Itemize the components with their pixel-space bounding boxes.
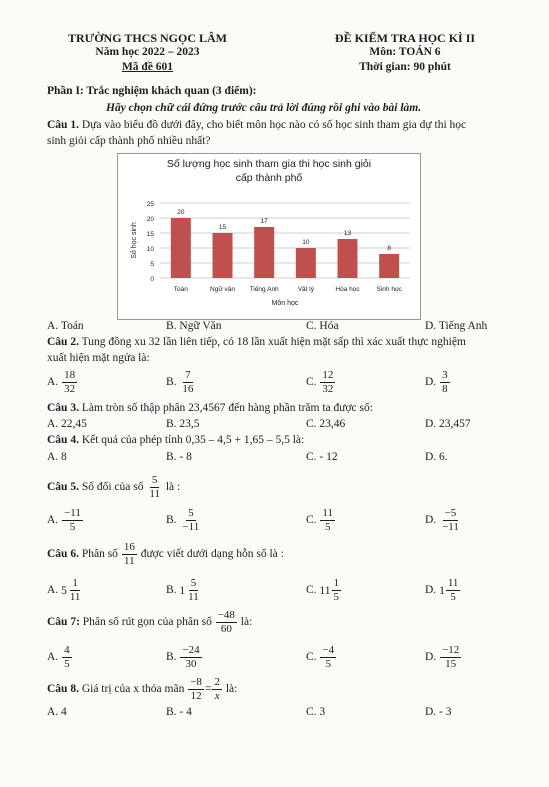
bar <box>338 239 358 278</box>
numerator: 11 <box>447 577 459 589</box>
q2-line1 <box>47 336 466 348</box>
q1-option-b: B. Ngữ Văn <box>166 320 222 332</box>
q6-option-a-letter: A. <box>47 584 59 597</box>
q7-option-a <box>47 645 73 670</box>
x-tick-label: Sinh học <box>376 286 402 293</box>
q6-option-b <box>166 578 202 603</box>
q5-option-a-letter: A. <box>47 514 59 527</box>
denominator: 32 <box>64 383 76 395</box>
y-axis-title: Số học sinh <box>131 222 138 259</box>
exam-code: Mã đề 601 <box>121 61 174 73</box>
whole-part: 5 <box>61 584 67 597</box>
bar <box>254 227 274 278</box>
bar <box>213 233 233 278</box>
y-tick-label: 25 <box>146 201 154 208</box>
data-label: 17 <box>260 218 268 225</box>
denominator: 5 <box>325 658 332 670</box>
q3-label: Câu 3. <box>47 402 79 414</box>
q6-option-d <box>425 578 461 603</box>
q7-text-after: là: <box>240 616 253 629</box>
q5-option-a <box>47 508 84 533</box>
q5-option-c-frac <box>320 508 335 533</box>
q2-text1: Tung đồng xu 32 lần liên tiếp, có 18 lần xuất hiện mặt sấp thì xác xuất thực nghiệm <box>81 336 466 348</box>
q4-label: Câu 4. <box>47 434 79 446</box>
denominator: 16 <box>182 383 194 395</box>
q8-frac2 <box>212 677 222 702</box>
q1-text1: Dựa vào biểu đồ dưới đây, cho biết môn học nào có số học sinh tham gia dự thi học <box>81 119 467 131</box>
x-tick-label: Vật lý <box>297 286 314 293</box>
q7-option-b-frac <box>180 645 201 670</box>
exam-title: ĐỀ KIỂM TRA HỌC KÌ II <box>334 31 476 45</box>
x-tick-label: Hóa học <box>335 286 360 293</box>
chart-title: Số lượng học sinh tham gia thi học sinh giỏi <box>166 158 372 170</box>
q4-line <box>47 434 304 446</box>
q6-option-d-letter: D. <box>425 584 437 597</box>
exam-subject: Môn: TOÁN 6 <box>369 46 441 58</box>
denominator: 5 <box>64 658 70 670</box>
x-tick-label: Tiếng Anh <box>249 286 279 293</box>
data-label: 8 <box>387 245 391 252</box>
bar <box>171 218 191 278</box>
part1-title: Phần I: Trắc nghiệm khách quan (3 điểm): <box>47 85 257 97</box>
q6-option-a <box>47 578 83 603</box>
numerator: 5 <box>188 507 194 519</box>
x-axis-title: Môn học <box>271 300 299 307</box>
q6-option-d-mixed <box>439 578 461 603</box>
numerator: 11 <box>322 507 334 519</box>
q7-option-d-frac <box>440 645 461 670</box>
q5-line <box>47 475 180 500</box>
bar <box>379 254 399 278</box>
q5-frac <box>147 475 162 500</box>
q6-option-c-mixed <box>319 578 342 603</box>
q7-option-c <box>306 645 337 670</box>
numerator: −11 <box>64 507 81 519</box>
q2-option-a-frac <box>62 370 77 395</box>
q1-label: Câu 1. <box>47 119 79 131</box>
denominator: −11 <box>182 521 200 533</box>
numerator: −12 <box>442 644 460 656</box>
q5-option-b-letter: B. <box>166 514 177 527</box>
denominator: 12 <box>190 690 202 702</box>
q5-text-before: Số đối của số <box>81 481 144 494</box>
whole-part: 1 <box>439 584 445 597</box>
q4-option-c: C. - 12 <box>306 451 338 463</box>
q2-option-a <box>47 370 78 395</box>
q2-label: Câu 2. <box>47 336 79 348</box>
q2-option-c-frac <box>320 370 335 395</box>
denominator: 5 <box>324 521 331 533</box>
data-label: 15 <box>218 224 227 231</box>
y-tick-label: 15 <box>146 231 154 238</box>
y-tick-label: 20 <box>146 216 154 223</box>
q3-option-c: C. 23,46 <box>306 418 346 430</box>
numerator: −24 <box>182 644 200 656</box>
q1-option-a: A. Toán <box>47 320 84 332</box>
q7-option-c-letter: C. <box>306 651 317 664</box>
q1-option-c: C. Hóa <box>306 320 339 332</box>
denominator: 5 <box>333 591 339 603</box>
numerator: 1 <box>72 577 78 589</box>
numerator: −4 <box>322 644 335 656</box>
q2-option-d-frac <box>440 370 450 395</box>
numerator: 18 <box>64 369 76 381</box>
q2-option-d <box>425 370 451 395</box>
numerator: −5 <box>444 507 457 519</box>
q8-option-c: C. 3 <box>306 706 326 718</box>
denominator: 5 <box>450 591 456 603</box>
q8-equals: = <box>204 683 212 696</box>
q1-line2: sinh giỏi cấp thành phố nhiều nhất? <box>47 135 211 147</box>
q6-option-c <box>306 578 342 603</box>
denominator: 8 <box>442 383 448 395</box>
denominator: 60 <box>220 623 232 635</box>
school-name: TRƯỜNG THCS NGỌC LÂM <box>67 31 227 45</box>
denominator: 5 <box>69 521 76 533</box>
data-label: 10 <box>302 239 310 246</box>
q5-option-c-letter: C. <box>306 514 317 527</box>
q8-option-b: B. - 4 <box>166 706 192 718</box>
y-tick-label: 0 <box>150 276 154 283</box>
q8-frac1 <box>188 677 204 702</box>
numerator: 5 <box>190 577 197 589</box>
q5-option-d-letter: D. <box>425 514 437 527</box>
denominator: 11 <box>149 488 160 500</box>
x-tick-label: Ngữ văn <box>210 286 235 293</box>
q7-text-before: Phân số rút gọn của phân số <box>82 616 212 629</box>
q2-option-b-letter: B. <box>166 376 177 389</box>
q6-label: Câu 6. <box>47 548 79 561</box>
q2-option-b-frac <box>180 370 195 395</box>
q8-option-a: A. 4 <box>47 706 67 718</box>
whole-part: 11 <box>319 584 331 597</box>
q2-option-b <box>166 370 196 395</box>
q6-text-before: Phân số <box>81 548 118 561</box>
q2-option-c <box>306 370 336 395</box>
q1-option-d: D. Tiếng Anh <box>425 320 488 332</box>
denominator: 11 <box>188 591 199 603</box>
q8-option-d: D. - 3 <box>425 706 452 718</box>
q7-label: Câu 7: <box>47 616 80 629</box>
q8-text-before: Giá trị của x thỏa mãn <box>81 683 185 696</box>
q8-text-after: là: <box>225 683 238 696</box>
numerator: −48 <box>217 609 235 621</box>
q5-option-b-frac <box>180 508 201 533</box>
q2-option-c-letter: C. <box>306 376 317 389</box>
q7-line <box>47 610 252 635</box>
q3-option-a: A. 22,45 <box>47 418 87 430</box>
numerator: 2 <box>214 676 220 688</box>
exam-time: Thời gian: 90 phút <box>359 61 451 73</box>
numerator: 12 <box>322 369 334 381</box>
denominator: 11 <box>124 555 135 567</box>
q5-option-d <box>425 508 462 533</box>
q7-option-b-letter: B. <box>166 651 177 664</box>
denominator: x <box>214 690 220 702</box>
data-label: 20 <box>177 209 185 216</box>
denominator: 32 <box>322 383 334 395</box>
q3-text: Làm tròn số thập phân 23,4567 đến hàng phần trăm ta được số: <box>81 402 373 414</box>
q7-option-b <box>166 645 203 670</box>
q8-label: Câu 8. <box>47 683 79 696</box>
q5-option-d-frac <box>440 508 461 533</box>
q3-line <box>47 402 373 414</box>
numerator: −8 <box>190 676 202 688</box>
q3-option-b: B. 23,5 <box>166 418 200 430</box>
q5-option-c <box>306 508 336 533</box>
school-year: Năm học 2022 – 2023 <box>95 46 200 58</box>
part1-instruction: Hãy chọn chữ cái đứng trước câu trả lời đúng rồi ghi vào bài làm. <box>106 102 422 114</box>
q4-text: Kết quả của phép tính 0,35 – 4,5 + 1,65 – 5,5 là: <box>81 434 305 446</box>
q7-option-d <box>425 645 462 670</box>
q5-label: Câu 5. <box>47 481 79 494</box>
q6-text-after: được viết dưới dạng hỗn số là : <box>140 548 284 561</box>
denominator: −11 <box>442 521 459 533</box>
bar-chart <box>118 154 420 319</box>
numerator: 5 <box>151 474 158 486</box>
q8-line <box>47 677 237 702</box>
q6-line <box>47 542 284 567</box>
q7-option-c-frac <box>320 645 336 670</box>
q6-option-b-letter: B. <box>166 584 177 597</box>
q7-frac <box>216 610 237 635</box>
numerator: 7 <box>185 369 191 381</box>
bar <box>296 248 316 278</box>
q6-frac <box>122 542 137 567</box>
x-tick-label: Toán <box>173 286 188 293</box>
numerator: 1 <box>333 577 339 589</box>
y-tick-label: 10 <box>146 246 154 253</box>
numerator: 4 <box>64 644 70 656</box>
whole-part: 1 <box>179 584 186 597</box>
q1-line1 <box>47 119 466 131</box>
chart-subtitle: cấp thành phố <box>235 172 303 184</box>
q7-option-a-letter: A. <box>47 651 59 664</box>
data-label: 13 <box>343 230 352 237</box>
numerator: 16 <box>123 541 135 553</box>
denominator: 15 <box>445 658 457 670</box>
denominator: 30 <box>185 658 197 670</box>
q6-option-b-mixed <box>179 578 201 603</box>
q4-option-d: D. 6. <box>425 451 448 463</box>
q3-option-d: D. 23,457 <box>425 418 471 430</box>
q2-line2: xuất hiện mặt ngửa là: <box>47 352 150 364</box>
q6-option-a-mixed <box>61 578 83 603</box>
q5-option-a-frac <box>62 508 83 533</box>
q2-option-d-letter: D. <box>425 376 437 389</box>
q6-option-c-letter: C. <box>306 584 317 597</box>
q2-option-a-letter: A. <box>47 376 59 389</box>
q4-option-b: B. - 8 <box>166 451 192 463</box>
q5-option-b <box>166 508 202 533</box>
q7-option-a-frac <box>62 645 72 670</box>
numerator: 3 <box>442 369 448 381</box>
chart-box <box>117 153 421 320</box>
y-tick-label: 5 <box>150 261 154 268</box>
q4-option-a: A. 8 <box>47 451 67 463</box>
q7-option-d-letter: D. <box>425 651 437 664</box>
denominator: 11 <box>69 591 81 603</box>
q5-text-after: là : <box>165 481 181 494</box>
